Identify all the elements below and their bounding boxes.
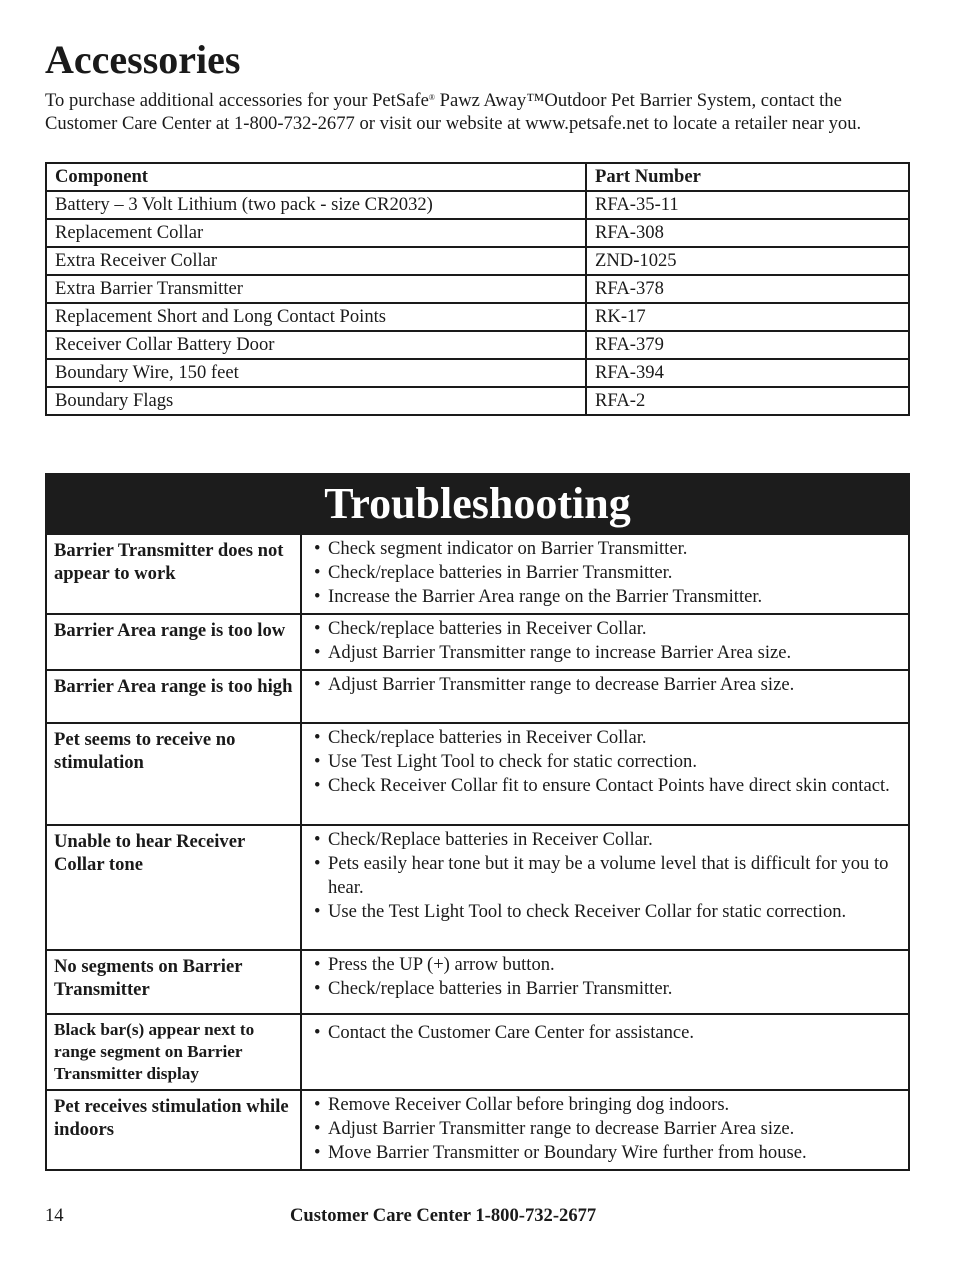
solution-item: • Check/replace batteries in Barrier Transmitter. [308,561,904,585]
solution-cell [301,1014,909,1090]
part-number-cell: RFA-394 [586,359,909,387]
troubleshooting-row [46,825,909,950]
intro-text-part2: Pawz Away™Outdoor Pet Barrier System, contact the Customer Care Center at 1-800-732-2677 or visit our website at www.petsafe.net to locate a retailer near you. [45,90,862,134]
component-cell: Extra Receiver Collar [46,247,586,275]
solution-item: • Check/replace batteries in Barrier Transmitter. [308,977,904,1001]
solution-item: • Adjust Barrier Transmitter range to increase Barrier Area size. [308,641,904,665]
page-number: 14 [45,1205,64,1226]
solution-cell [301,825,909,950]
intro-text-part1: To purchase additional accessories for your PetSafe [45,90,429,111]
component-cell: Replacement Short and Long Contact Points [46,303,586,331]
problem-cell: Pet receives stimulation while indoors [46,1090,301,1170]
troubleshooting-heading: Troubleshooting [46,474,909,534]
part-number-cell: RK-17 [586,303,909,331]
solution-item: • Check/Replace batteries in Receiver Collar. [308,828,904,852]
solution-list [308,828,904,924]
solution-item: • Check segment indicator on Barrier Transmitter. [308,537,904,561]
solution-cell [301,950,909,1014]
solution-cell [301,670,909,723]
troubleshooting-row [46,950,909,1014]
solution-item: • Contact the Customer Care Center for assistance. [308,1021,904,1045]
accessories-table-header [46,163,909,191]
solution-item: • Increase the Barrier Area range on the Barrier Transmitter. [308,585,904,609]
accessories-heading: Accessories [45,37,241,82]
table-row [46,303,909,331]
solution-cell [301,614,909,670]
solution-cell [301,723,909,825]
solution-item: • Use Test Light Tool to check for static correction. [308,750,904,774]
solution-item: • Use the Test Light Tool to check Receiver Collar for static correction. [308,900,904,924]
troubleshooting-title-row [46,474,909,534]
solution-item: • Move Barrier Transmitter or Boundary Wire further from house. [308,1141,904,1165]
problem-cell: Unable to hear Receiver Collar tone [46,825,301,950]
part-number-cell: ZND-1025 [586,247,909,275]
accessories-table [45,162,910,416]
solution-cell [301,1090,909,1170]
solution-item: • Press the UP (+) arrow button. [308,953,904,977]
troubleshooting-row [46,670,909,723]
solution-item: • Adjust Barrier Transmitter range to decrease Barrier Area size. [308,673,904,697]
problem-cell: Black bar(s) appear next to range segment on Barrier Transmitter display [46,1014,301,1090]
solution-item: • Check/replace batteries in Receiver Collar. [308,617,904,641]
part-number-cell: RFA-35-11 [586,191,909,219]
troubleshooting-row [46,1090,909,1170]
table-row [46,219,909,247]
table-row [46,275,909,303]
solution-item: • Adjust Barrier Transmitter range to decrease Barrier Area size. [308,1117,904,1141]
troubleshooting-row [46,1014,909,1090]
part-number-cell: RFA-378 [586,275,909,303]
part-number-cell: RFA-2 [586,387,909,415]
problem-cell: Barrier Transmitter does not appear to work [46,534,301,614]
solution-list [308,617,904,665]
problem-cell: Pet seems to receive no stimulation [46,723,301,825]
solution-list [308,726,904,798]
footer-contact: Customer Care Center 1-800-732-2677 [290,1205,597,1226]
troubleshooting-row [46,723,909,825]
table-row [46,331,909,359]
solution-list [308,953,904,1001]
solution-list [308,673,904,697]
table-row [46,191,909,219]
component-cell: Battery – 3 Volt Lithium (two pack - size CR2032) [46,191,586,219]
problem-cell: Barrier Area range is too low [46,614,301,670]
solution-list [308,1093,904,1165]
solution-item: • Remove Receiver Collar before bringing dog indoors. [308,1093,904,1117]
solution-list [308,537,904,609]
solution-item: • Check Receiver Collar fit to ensure Contact Points have direct skin contact. [308,774,904,798]
problem-cell: No segments on Barrier Transmitter [46,950,301,1014]
component-cell: Receiver Collar Battery Door [46,331,586,359]
table-row [46,359,909,387]
solution-list [308,1021,904,1045]
registered-mark: ® [428,93,435,102]
component-cell: Boundary Flags [46,387,586,415]
table-row [46,247,909,275]
solution-item: • Check/replace batteries in Receiver Collar. [308,726,904,750]
component-cell: Extra Barrier Transmitter [46,275,586,303]
component-cell: Boundary Wire, 150 feet [46,359,586,387]
part-number-cell: RFA-379 [586,331,909,359]
troubleshooting-table [45,473,910,1171]
solution-cell [301,534,909,614]
solution-item: • Pets easily hear tone but it may be a volume level that is difficult for you to hear. [308,852,904,900]
component-column-header: Component [46,163,586,191]
component-cell: Replacement Collar [46,219,586,247]
accessories-intro [45,87,910,135]
troubleshooting-row [46,614,909,670]
part-number-cell: RFA-308 [586,219,909,247]
table-row [46,387,909,415]
problem-cell: Barrier Area range is too high [46,670,301,723]
part-number-column-header: Part Number [586,163,909,191]
troubleshooting-row [46,534,909,614]
